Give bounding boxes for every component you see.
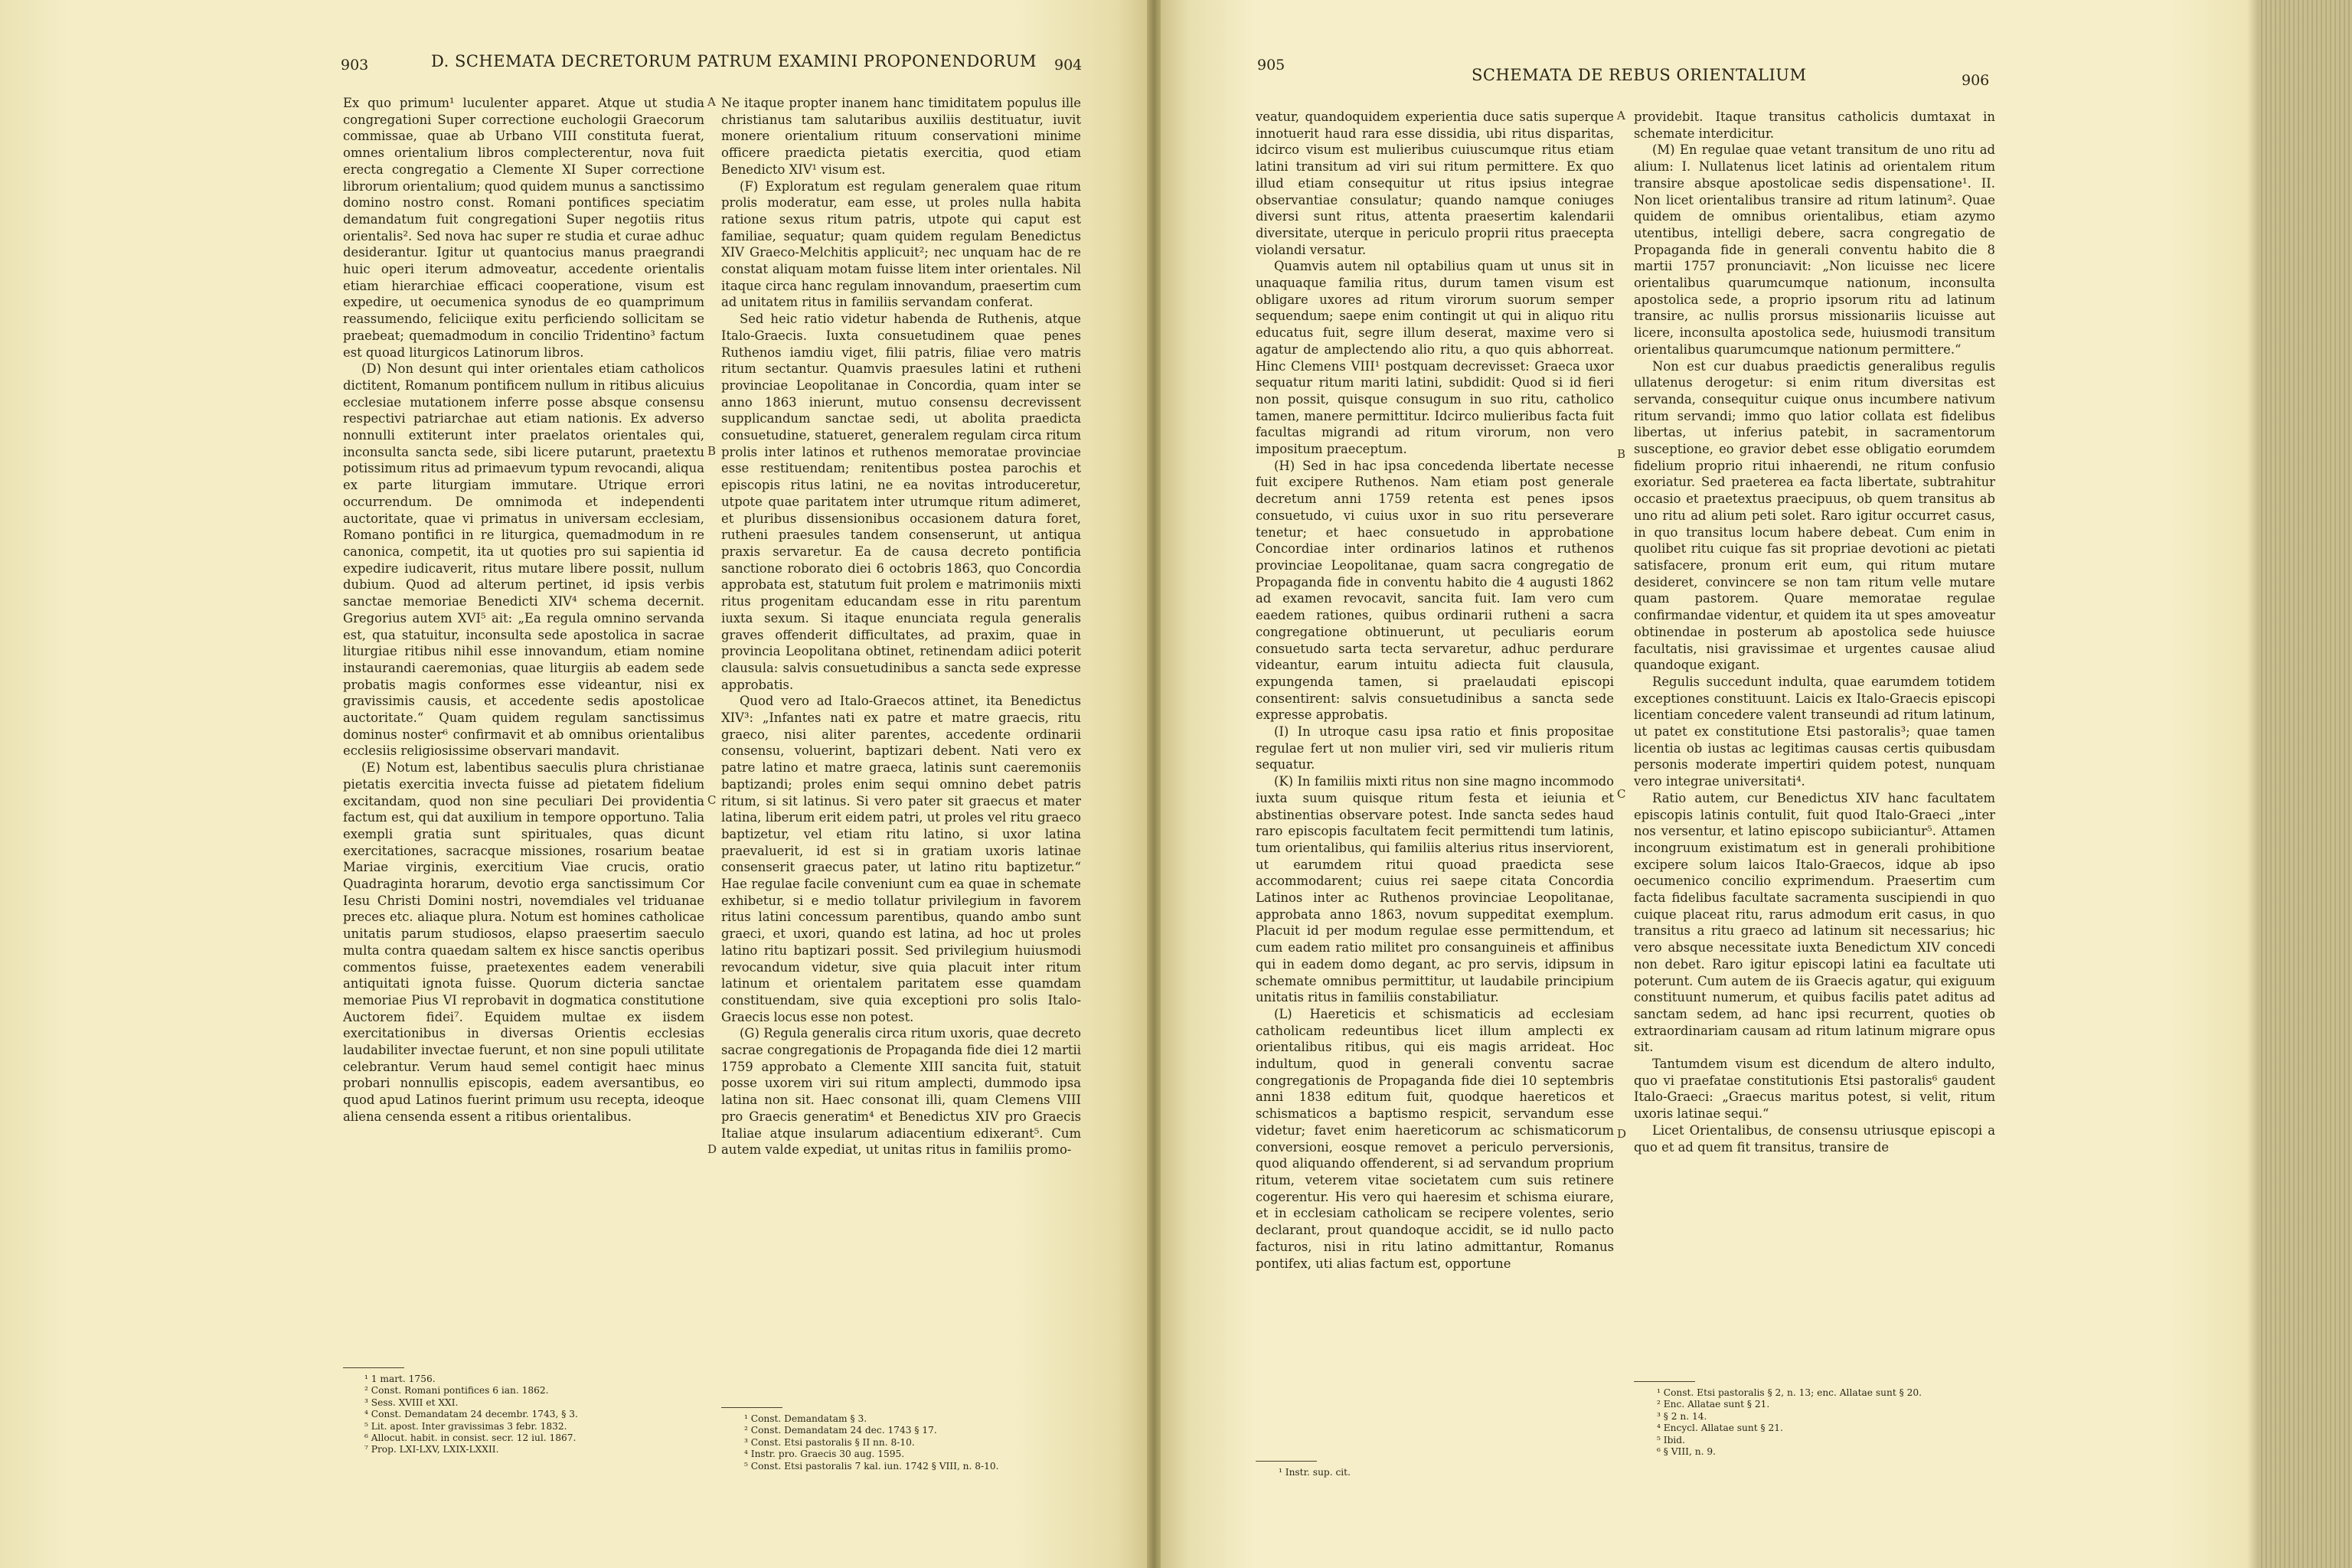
footnote: ⁶ § VIII, n. 9. xyxy=(1657,1446,1716,1458)
footnote: ¹ Instr. sup. cit. xyxy=(1279,1467,1351,1478)
margin-letter-d: D xyxy=(1617,1127,1627,1141)
left-column-2 xyxy=(721,95,1081,1158)
footnote: ⁵ Lit. apost. Inter gravissimas 3 febr. 1832. xyxy=(364,1420,567,1432)
margin-letter-d: D xyxy=(707,1142,717,1156)
footnote: ² Const. Romani pontifices 6 ian. 1862. xyxy=(364,1385,549,1396)
book-page-edges xyxy=(2259,0,2352,1568)
right-column-2 xyxy=(1634,109,1995,1155)
paragraph: providebit. Itaque transitus catholicis dumtaxat in schemate interdicitur. xyxy=(1634,109,1995,141)
paragraph: (M) En regulae quae vetant transitum de uno ritu ad alium: I. Nullatenus licet latinis ad orientalem ritum transire absque apostolicae sedis dispensatione¹. II. Non licet orientalibus transire ad ritum latinum². Quae quidem de omnibus orientalibus, etiam azymo utentibus, intelligi debere, sacra congregatio de Propaganda fide in generali conventu habito die 8 martii 1757 pronunciavit: „Non licuisse nec licere orientalibus quarumcumque nationum, inconsulta apostolica sede, a proprio ipsorum ritu ad latinum transire, ac nullis prorsus missionariis licuisse aut licere, inconsulta apostolica sede, huiusmodi transitum orientalibus quarumcumque nationum permittere.“ xyxy=(1634,142,1995,357)
right-page xyxy=(1156,0,2259,1568)
footnote-rule xyxy=(343,1367,404,1368)
footnote: ³ Sess. XVIII et XXI. xyxy=(364,1396,459,1408)
footnote: ⁶ Allocut. habit. in consist. secr. 12 iul. 1867. xyxy=(364,1432,577,1444)
footnote: ⁵ Const. Etsi pastoralis 7 kal. iun. 1742 § VIII, n. 8-10. xyxy=(744,1460,999,1472)
paragraph: Licet Orientalibus, de consensu utriusque episcopi a quo et ad quem fit transitus, transire de xyxy=(1634,1122,1995,1155)
footnote: ¹ 1 mart. 1756. xyxy=(364,1374,436,1384)
footnote: ⁴ Encycl. Allatae sunt § 21. xyxy=(1657,1423,1783,1434)
paragraph: Quod vero ad Italo-Graecos attinet, ita Benedictus XIV³: „Infantes nati ex patre et matre graecis, ritu graeco, nisi aliter parentes, accedente ordinarii consensu, voluerint, baptizari debent. Nati vero ex patre latino et matre graeca, latinis sunt caeremoniis baptizandi; proles enim sequi omnino debet patris ritum, si sit latinus. Si vero pater sit graecus et mater latina, liberum erit eidem patri, ut proles vel ritu graeco baptizetur, vel etiam ritu latino, si uxor latina praevaluerit, id est si in gratiam uxoris latinae consenserit graecus pater, ut latino ritu baptizetur.“ Hae regulae facile conveniunt cum ea quae in schemate exhibetur, si e medio tollatur privilegium in favorem ritus latini concessum parentibus, quando ambo sunt graeci, et uxori, quando est latina, ad hoc ut proles latino ritu baptizari possit. Sed privilegium huiusmodi revocandum videtur, sive quia placuit inter ritum latinum et orientalem paritatem esse quamdam constituendam, sive quia exceptioni pro solis Italo-Graecis locus esse non potest. xyxy=(721,694,1081,1024)
footnote: ² Const. Demandatam 24 dec. 1743 § 17. xyxy=(744,1425,937,1436)
running-title-left: D. SCHEMATA DECRETORUM PATRUM EXAMINI PROPONENDORUM xyxy=(431,52,1037,70)
running-title-right: SCHEMATA DE REBUS ORIENTALIUM xyxy=(1472,66,1807,84)
right-column-1-footnotes xyxy=(1279,1467,1608,1478)
right-column-1 xyxy=(1256,109,1614,1272)
paragraph: Sed heic ratio videtur habenda de Ruthenis, atque Italo-Graecis. Iuxta consuetudinem quae penes Ruthenos iamdiu viget, filii patris, filiae vero matris ritum sectantur. Quamvis praesules latini et rutheni provinciae Leopolitanae in Concordia, quam inter se anno 1863 inierunt, mutuo consensu decrevissent supplicandum sanctae sedi, ut abolita praedicta consuetudine, statueret, generalem regulam circa ritum prolis inter latinos et ruthenos memoratae provinciae esse restituendam; renitentibus postea parochis et episcopis ritus latini, ne ea novitas introduceretur, utpote quae paritatem inter utrumque ritum adimeret, et pluribus dissensionibus occasionem datura foret, rutheni praesules tandem consenserunt, ut antiqua praxis servaretur. Ea de causa decreto pontificia sanctione roborato diei 6 octobris 1863, quo Concordia approbata est, statutum fuit prolem e matrimoniis mixti ritus progenitam educandam esse in ritu parentum iuxta sexum. Si itaque enunciata regula generalis graves offenderit difficultates, ad praxim, quae in provincia Leopolitana obtinet, retinendam adiici poterit clausula: salvis consuetudinibus a sancta sede expresse approbatis. xyxy=(721,312,1081,692)
paragraph: Non est cur duabus praedictis generalibus regulis ullatenus derogetur: si enim ritum diversitas est servanda, consequitur cuique onus incumbere nativum ritum servandi; immo quo latior collata est fidelibus libertas, ut inferius patebit, in sacramentorum susceptione, eo gravior debet esse obligatio eorumdem fidelium proprio ritui inhaerendi, ne ritum confusio exoriatur. Sed praeterea ea facta libertate, subtrahitur occasio et praetextus praecipuus, ob quem transitus ab uno ritu ad alium peti solet. Raro igitur occurret casus, in quo transitus locum habere debeat. Cum enim in quolibet ritu cuique fas sit propriae devotioni ac pietati satisfacere, pronum erit eum, qui ritum mutare desideret, convincere se non tam ritum velle mutare quam pastorem. Quare memoratae regulae confirmandae videntur, et quidem ita ut spes amoveatur obtinendae in posterum ab apostolica sede huiusce facultatis, nisi gravissimae et urgentes causae aliud quandoque exigant. xyxy=(1634,358,1995,673)
page-number-904: 904 xyxy=(1054,57,1083,74)
left-column-1 xyxy=(343,95,704,1125)
left-column-2-footnotes xyxy=(744,1413,1081,1472)
left-page xyxy=(0,0,1152,1568)
paragraph: (F) Exploratum est regulam generalem quae ritum prolis moderatur, eam esse, ut proles nulla habita ratione sexus ritum patris, utpote qui caput est familiae, sequatur; quam quidem regulam Benedictus XIV Graeco-Melchitis applicuit²; nec unquam hac de re constat aliquam motam fuisse litem inter orientales. Nil itaque circa hanc regulam innovandum, praesertim cum ad unitatem ritus in familiis servandam conferat. xyxy=(721,178,1081,310)
paragraph: Tantumdem visum est dicendum de altero indulto, quo vi praefatae constitutionis Etsi pastoralis⁶ gaudent Italo-Graeci: „Graecus maritus potest, si velit, ritum uxoris latinae sequi.“ xyxy=(1634,1057,1995,1122)
paragraph: veatur, quandoquidem experientia duce satis superque innotuerit haud rara esse dissidia, ubi ritus disparitas, idcirco visum est mulieribus cuiuscumque ritus etiam latini transitum ad viri sui ritum permittere. Ex quo illud etiam consequitur ut ritus ipsius integrae observantiae consulatur; quando namque coniuges diversi sunt ritus, attenta praesertim kalendarii diversitate, uterque in periculo proprii ritus praecepta violandi versatur. xyxy=(1256,109,1614,257)
book-gutter xyxy=(1147,0,1161,1568)
paragraph: Ex quo primum¹ luculenter apparet. Atque ut studia congregationi Super correctione euchologii Graecorum commissae, quae ab Urbano VIII constituta fuerat, omnes orientalium libros complecterentur, nova fuit erecta congregatio a Clemente XI Super correctione librorum orientalium; quod quidem munus a sanctissimo domino nostro const. Romani pontifices speciatim demandatum fuit congregationi Super negotiis ritus orientalis². Sed nova hac super re studia et curae adhuc desiderantur. Igitur ut quantocius manus praegrandi huic operi iterum admoveatur, accedente orientalis etiam hierarchiae efficaci cooperatione, visum est expedire, ut oecumenica synodus de eo quamprimum reassumendo, feliciique exitu perficiendo sollicitam se praebeat; quemadmodum in concilio Tridentino³ factum est quoad liturgicos Latinorum libros. xyxy=(343,96,704,360)
page-number-906: 906 xyxy=(1962,72,1990,89)
paragraph: (I) In utroque casu ipsa ratio et finis propositae regulae fert ut non mulier viri, sed vir mulieris ritum sequatur. xyxy=(1256,724,1614,773)
footnote: ⁴ Instr. pro. Graecis 30 aug. 1595. xyxy=(744,1449,905,1460)
footnote: ³ § 2 n. 14. xyxy=(1657,1410,1707,1422)
footnote: ² Enc. Allatae sunt § 21. xyxy=(1657,1399,1770,1410)
footnote: ¹ Const. Demandatam § 3. xyxy=(744,1413,867,1424)
paragraph: (E) Notum est, labentibus saeculis plura christianae pietatis exercitia invecta fuisse ad pietatem fidelium excitandam, quod non sine peculiari Dei providentia factum est, qui dat auxilium in tempore opportuno. Talia exempli gratia sunt spirituales, quas dicunt exercitationes, sacracque missiones, rosarium beatae Mariae virginis, exercitium Viae crucis, oratio Quadraginta horarum, devotio erga sanctissimum Cor Iesu Christi Domini nostri, novemdiales vel triduanae preces etc. aliaque plura. Notum est homines catholicae unitatis parum studiosos, elapso praesertim saeculo multa contra quaedam saltem ex hisce sanctis operibus commentos fuisse, praetexentes eadem venerabili antiquitati ignota fuisse. Quorum dicteria sanctae memoriae Pius VI reprobavit in dogmatica constitutione Auctorem fidei⁷. Equidem multae ex iisdem exercitationibus in diversas Orientis ecclesias laudabiliter invectae fuerunt, et non sine populi utilitate celebrantur. Verum haud semel contigit haec minus probari nonnullis episcopis, eadem aversantibus, eo quod apud Latinos fuerint primum usu recepta, ideoque aliena censenda essent a ritibus orientalibus. xyxy=(343,760,704,1124)
margin-letter-a: A xyxy=(707,95,716,109)
footnote: ³ Const. Etsi pastoralis § II nn. 8-10. xyxy=(744,1436,915,1448)
margin-letter-c: C xyxy=(1617,787,1626,801)
footnote-rule xyxy=(1634,1381,1695,1382)
paragraph: Ratio autem, cur Benedictus XIV hanc facultatem episcopis latinis contulit, fuit quod Italo-Graeci „inter nos versentur, et latino episcopo subiiciantur⁵. Attamen incongruum existimatum est in generali prohibitione excipere solum laicos Italo-Graecos, idque ab ipso oecumenico concilio exprimendum. Praesertim cum facta fidelibus facultate sacramenta suscipiendi in quo cuique placeat ritu, rarus admodum erit casus, in quo transitus a ritu graeco ad latinum sit necessarius; hic vero absque necessitate iuxta Benedictum XIV concedi non debet. Raro igitur episcopi latini ea facultate uti poterunt. Cum autem de iis Graecis agatur, qui exiguum constituunt numerum, et quibus facilis patet aditus ad sanctam sedem, ad hanc ipsi recurrent, quoties ob extraordinariam causam ad ritum latinum migrare opus sit. xyxy=(1634,790,1995,1055)
left-column-1-footnotes xyxy=(364,1374,701,1456)
footnote: ¹ Const. Etsi pastoralis § 2, n. 13; enc. Allatae sunt § 20. xyxy=(1657,1387,1922,1398)
paragraph: (L) Haereticis et schismaticis ad ecclesiam catholicam redeuntibus licet illum amplecti ex orientalibus ritibus, qui eis magis arrideat. Hoc indultum, quod in generali conventu sacrae congregationis de Propaganda fide diei 10 septembris anni 1838 editum fuit, quodque haereticos et schismaticos a baptismo respicit, servandum esse videtur; favet enim haereticorum ac schismaticorum conversioni, eosque removet a periculo perversionis, quod aliquando offenderent, si ad servandum proprium ritum, veterem vitae societatem cum suis retinere cogerentur. His vero qui haeresim et schisma eiurare, et in ecclesiam catholicam se recipere volentes, serio declarant, prout quandoque accidit, se id nullo pacto facturos, nisi in ritu latino admittantur, Romanus pontifex, uti alias factum est, opportune xyxy=(1256,1006,1614,1271)
margin-letter-b: B xyxy=(1617,447,1626,461)
paragraph: Quamvis autem nil optabilius quam ut unus sit in unaquaque familia ritus, durum tamen visum est obligare uxores ad ritum virorum suorum semper sequendum; saepe enim contingit ut qui in aliquo ritu educatus fuit, segre illum deserat, maxime vero si agatur de amplectendo alio ritu, a quo quis abhorreat. Hinc Clemens VIII¹ postquam decrevisset: Graeca uxor sequatur ritum mariti latini, subdidit: Quod si id fieri non possit, quisque consugum in suo ritu, catholico tamen, manere permittitur. Idcirco mulieribus facta fuit facultas migrandi ad ritum virorum, non vero impositum praeceptum. xyxy=(1256,259,1614,457)
right-column-2-footnotes xyxy=(1657,1387,1994,1458)
page-number-903: 903 xyxy=(341,57,369,74)
paragraph: (G) Regula generalis circa ritum uxoris, quae decreto sacrae congregationis de Propaganda fide diei 12 martii 1759 approbato a Clemente XIII sancita fuit, statuit posse uxorem viri sui ritum amplecti, dummodo ipsa latina non sit. Haec consonat illi, quam Clemens VIII pro Graecis generatim⁴ et Benedictus XIV pro Graecis Italiae atque insularum adiacentium edixerant⁵. Cum autem valde expediat, ut unitas ritus in familiis promo- xyxy=(721,1026,1081,1158)
footnote: ⁵ Ibid. xyxy=(1657,1434,1685,1446)
paragraph: Regulis succedunt indulta, quae earumdem totidem exceptiones constituunt. Laicis ex Italo-Graecis episcopi licentiam concedere valent transeundi ad ritum latinum, ut patet ex constitutione Etsi pastoralis³; quae tamen licentia ob iustas ac legitimas causas certis quibusdam personis moderate impertiri quidem potest, nunquam vero integrae universitati⁴. xyxy=(1634,674,1995,789)
paragraph: (D) Non desunt qui inter orientales etiam catholicos dictitent, Romanum pontificem nullum in ritibus alicuius ecclesiae mutationem inferre posse absque consensu respectivi patriarchae aut etiam nationis. Ex adverso nonnulli extiterunt inter praelatos orientales qui, inconsulta sancta sede, sibi licere putarunt, praetextu potissimum ritus ad primaevum typum revocandi, aliqua ex parte liturgiam immutare. Utrique errori occurrendum. De omnimoda et independenti auctoritate, quae vi primatus in universam ecclesiam, Romano pontifici in re liturgica, quemadmodum in re canonica, competit, ita ut quoties pro sui sapientia id expedire iudicaverit, ritus mutare libere possit, nullum dubium. Quod ad alterum pertinet, id ipsis verbis sanctae memoriae Benedicti XIV⁴ schema decernit. Gregorius autem XVI⁵ ait: „Ea regula omnino servanda est, qua statuitur, inconsulta sede apostolica in sacrae liturgiae ritibus nihil esse innovandum, etiam nomine instaurandi caeremonias, quae liturgiis ab eadem sede probatis magis conformes esse videantur, nisi ex gravissimis causis, et accedente sedis apostolicae auctoritate.“ Quam quidem regulam sanctissimus dominus noster⁶ confirmavit et ab omnibus orientalibus ecclesiis religiosissime observari mandavit. xyxy=(343,361,704,759)
margin-letter-a: A xyxy=(1617,109,1625,122)
footnote-rule xyxy=(1256,1461,1317,1462)
margin-letter-b: B xyxy=(707,444,717,458)
footnote-rule xyxy=(721,1407,782,1408)
footnote: ⁴ Const. Demandatam 24 decembr. 1743, § 3. xyxy=(364,1409,578,1420)
paragraph: Ne itaque propter inanem hanc timiditatem populus ille christianus tam salutaribus auxiliis destituatur, iuvit monere orientalium rituum conservationi minime officere praedicta pietatis exercitia, quod etiam Benedicto XIV¹ visum est. xyxy=(721,96,1081,177)
paragraph: (K) In familiis mixti ritus non sine magno incommodo iuxta suum quisque ritum festa et ieiunia et abstinentias observare potest. Inde sancta sedes haud raro episcopis facultatem fecit permittendi tum latinis, tum orientalibus, qui familiis alterius ritus inserviorent, ut earumdem ritui quoad praedicta sese accommodarent; cuius rei saepe citata Concordia Latinos inter ac Ruthenos provinciae Leopolitanae, approbata anno 1863, novum suppeditat exemplum. Placuit id per modum regulae esse permittendum, et cum eadem ratio militet pro consanguineis et affinibus qui in eadem domo degant, ac pro servis, idipsum in schemate omnibus permittitur, ut laudabile principium unitatis ritus in familiis constabiliatur. xyxy=(1256,774,1614,1005)
page-number-905: 905 xyxy=(1257,57,1285,74)
footnote: ⁷ Prop. LXI-LXV, LXIX-LXXII. xyxy=(364,1444,499,1455)
margin-letter-c: C xyxy=(707,793,717,807)
paragraph: (H) Sed in hac ipsa concedenda libertate necesse fuit excipere Ruthenos. Nam etiam post generale decretum anni 1759 retenta est penes ipsos consuetudo, vi cuius uxor in suo ritu perseverare tenetur; et haec consuetudo in approbatione Concordiae inter ordinarios latinos et ruthenos provinciae Leopolitanae, quam sacra congregatio de Propaganda fide in conventu habito die 4 augusti 1862 ad examen revocavit, sancita fuit. Iam vero cum eaedem rationes, quibus ordinarii rutheni a sacra congregatione obtinuerunt, ut peculiaris eorum consuetudo sarta tecta servaretur, adhuc perdurare videantur, earum intuitu adiecta fuit clausula, expungenda tamen, si praelaudati episcopi consentirent: salvis consuetudinibus a sancta sede expresse approbatis. xyxy=(1256,458,1614,723)
